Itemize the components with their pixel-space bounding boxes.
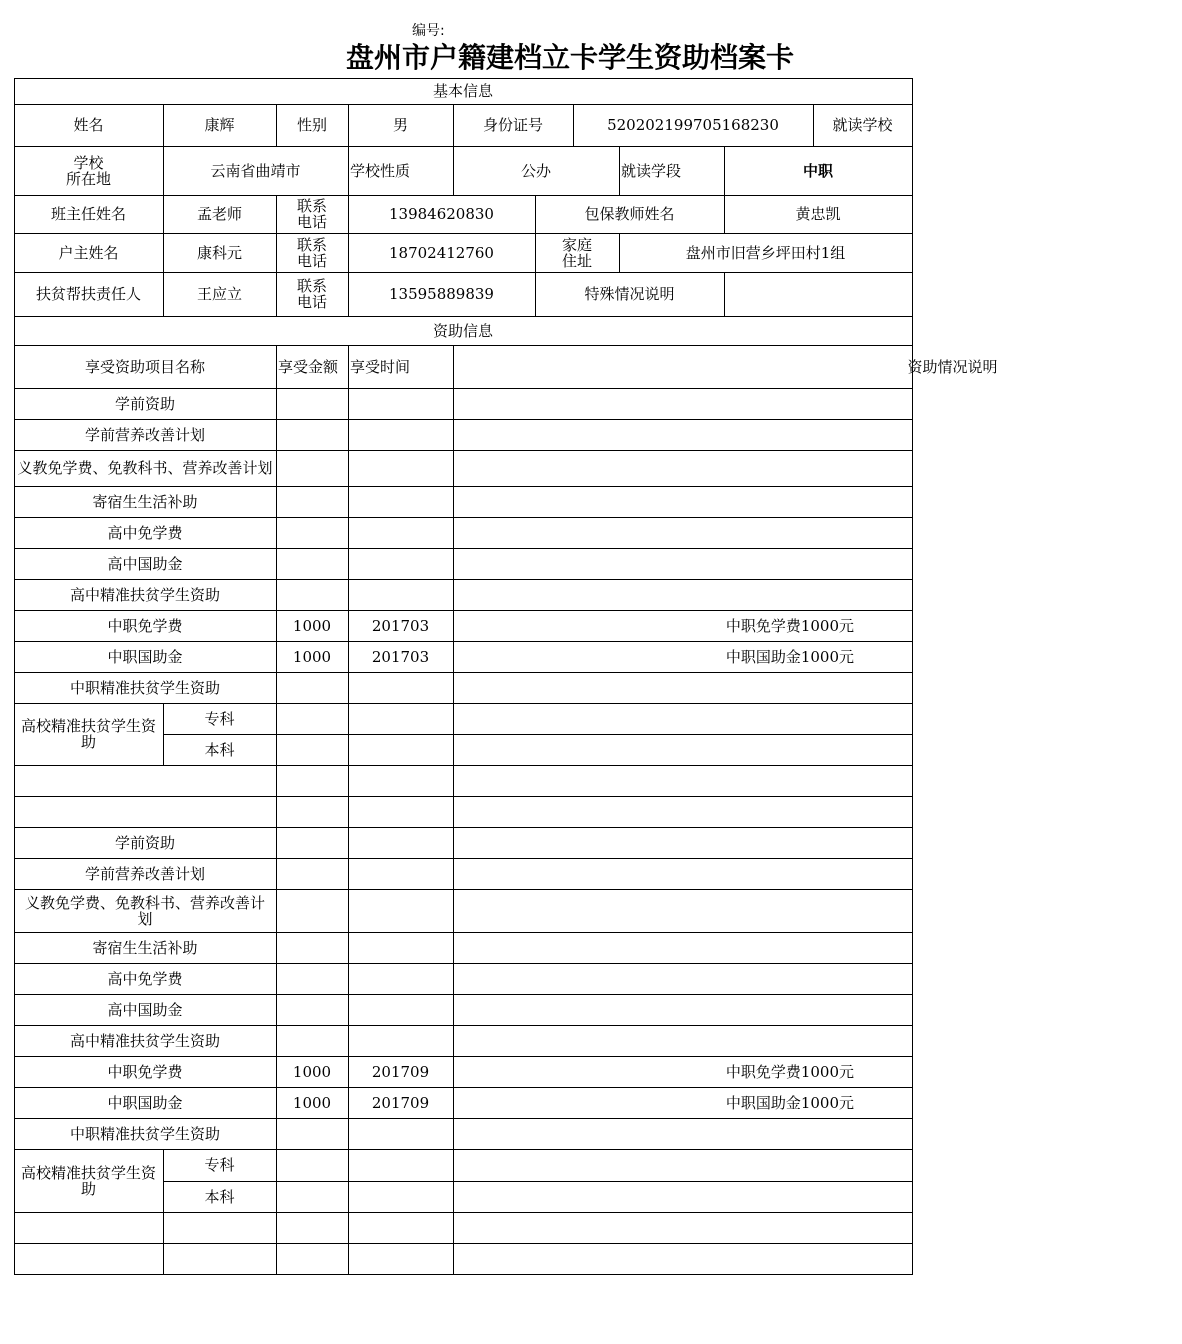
aid-note — [453, 827, 912, 858]
v-rule — [348, 1212, 349, 1243]
aid-project-name: 学前营养改善计划 — [84, 864, 205, 883]
aid-time — [348, 994, 453, 1025]
row-rule — [14, 796, 912, 797]
v-rule — [276, 641, 277, 672]
v-rule — [348, 419, 349, 450]
aid-amount — [276, 419, 348, 450]
v-rule — [724, 146, 725, 195]
aid-time — [348, 486, 453, 517]
householder-value: 康科元 — [196, 243, 242, 262]
v-rule — [348, 1149, 349, 1181]
v-rule — [276, 1025, 277, 1056]
v-rule — [724, 272, 725, 316]
aid-note — [453, 548, 912, 579]
aid-project-name: 高中国助金 — [107, 554, 183, 573]
v-rule — [348, 734, 349, 765]
aid-time — [348, 579, 453, 610]
v-rule — [453, 796, 454, 827]
v-rule — [453, 1025, 454, 1056]
v-rule — [453, 703, 454, 734]
stage-value: 中职 — [802, 161, 833, 180]
v-rule — [619, 233, 620, 272]
v-rule — [163, 195, 164, 233]
v-rule — [453, 388, 454, 419]
v-rule — [276, 994, 277, 1025]
aid-amount — [276, 1181, 348, 1212]
aid-note — [453, 517, 912, 548]
v-rule — [453, 672, 454, 703]
aid-note: 中职国助金1000元 — [725, 1093, 854, 1112]
aid-note — [453, 1149, 912, 1181]
v-rule — [348, 1118, 349, 1149]
v-rule — [453, 486, 454, 517]
teacher-label: 班主任姓名 — [50, 205, 126, 223]
v-rule — [453, 610, 454, 641]
school-location-label: 学校 所在地 — [65, 153, 111, 188]
v-rule — [276, 272, 277, 316]
v-rule — [276, 858, 277, 889]
aid-note — [453, 450, 912, 486]
col-note-header: 资助情况说明 — [907, 357, 998, 376]
v-rule — [453, 419, 454, 450]
aid-college-subtype: 专科 — [204, 1156, 235, 1174]
v-rule — [276, 486, 277, 517]
v-rule — [453, 641, 454, 672]
aid-time: 201703 — [371, 647, 430, 666]
aid-time — [348, 672, 453, 703]
v-rule — [163, 233, 164, 272]
v-rule — [276, 195, 277, 233]
v-rule — [276, 672, 277, 703]
householder-label: 户主姓名 — [58, 243, 119, 262]
v-rule — [724, 195, 725, 233]
aid-time: 201709 — [371, 1093, 430, 1112]
aid-amount — [276, 672, 348, 703]
aid-time — [348, 1181, 453, 1212]
aid-amount — [276, 858, 348, 889]
v-rule — [348, 272, 349, 316]
row-rule — [14, 765, 912, 766]
aid-time — [348, 419, 453, 450]
v-rule — [348, 388, 349, 419]
basic-info-section-title: 基本信息 — [432, 82, 493, 100]
v-rule — [276, 450, 277, 486]
v-rule — [453, 1118, 454, 1149]
v-rule — [453, 1243, 454, 1274]
v-rule — [453, 548, 454, 579]
aid-note — [453, 889, 912, 932]
col-amount-header: 享受金额 — [278, 357, 339, 376]
v-rule — [348, 345, 349, 388]
aid-college-subtype: 专科 — [204, 709, 235, 728]
aid-project-name: 高中精准扶贫学生资助 — [69, 1031, 220, 1050]
v-rule — [453, 450, 454, 486]
aid-amount — [276, 450, 348, 486]
aid-note: 中职免学费1000元 — [725, 616, 854, 635]
v-rule — [348, 146, 349, 195]
aid-amount: 1000 — [292, 1062, 332, 1081]
aid-project-name: 中职精准扶贫学生资助 — [69, 1124, 220, 1143]
v-rule — [813, 104, 814, 146]
v-rule — [619, 146, 620, 195]
aid-time — [348, 703, 453, 734]
aid-time — [348, 388, 453, 419]
aid-note — [453, 486, 912, 517]
v-rule — [453, 517, 454, 548]
aid-college-subtype: 本科 — [204, 1187, 235, 1206]
v-rule — [276, 734, 277, 765]
v-rule — [163, 703, 164, 734]
aid-project-name: 寄宿生生活补助 — [92, 938, 198, 957]
aid-project-name: 高中国助金 — [107, 1000, 183, 1019]
v-rule — [348, 1056, 349, 1087]
college-aid-label: 高校精准扶贫学生资 助 — [20, 717, 156, 751]
aid-project-name: 中职免学费 — [107, 616, 183, 635]
aid-amount — [276, 517, 348, 548]
aid-project-name: 高中免学费 — [107, 969, 183, 988]
poverty-officer-phone-label: 联系 电话 — [296, 277, 327, 311]
gender-label: 性别 — [296, 116, 327, 134]
v-rule — [348, 195, 349, 233]
householder-phone-label: 联系 电话 — [296, 235, 327, 270]
aid-note — [453, 579, 912, 610]
teacher-phone-value: 13984620830 — [389, 205, 494, 223]
aid-time: 201709 — [371, 1062, 430, 1081]
v-rule — [276, 1149, 277, 1181]
aid-project-name: 学前营养改善计划 — [84, 425, 205, 444]
v-rule — [276, 1056, 277, 1087]
aid-time — [348, 450, 453, 486]
aid-note — [453, 1025, 912, 1056]
v-rule — [276, 517, 277, 548]
aid-amount — [276, 994, 348, 1025]
v-rule — [453, 1181, 454, 1212]
householder-phone-value: 18702412760 — [389, 243, 494, 262]
v-rule — [453, 104, 454, 146]
aid-note — [453, 1181, 912, 1212]
v-rule — [348, 450, 349, 486]
poverty-officer-phone-value: 13595889839 — [389, 285, 494, 303]
stage-label: 就读学段 — [621, 161, 682, 180]
v-rule — [276, 233, 277, 272]
v-rule — [348, 765, 349, 796]
aid-note: 中职免学费1000元 — [725, 1062, 854, 1081]
v-rule — [163, 734, 164, 765]
name-value: 康辉 — [204, 116, 235, 134]
v-rule — [453, 345, 454, 388]
aid-section-title: 资助信息 — [432, 321, 493, 340]
aid-project-name: 中职免学费 — [107, 1062, 183, 1081]
aid-project-name: 寄宿生生活补助 — [92, 492, 198, 511]
mentor-value: 黄忠凯 — [795, 205, 841, 223]
aid-note — [453, 703, 912, 734]
aid-time — [348, 1025, 453, 1056]
v-rule — [348, 1087, 349, 1118]
v-rule — [453, 932, 454, 963]
aid-amount — [276, 963, 348, 994]
v-rule — [453, 858, 454, 889]
table-right-border — [912, 78, 913, 1275]
aid-project-name: 高中精准扶贫学生资助 — [69, 585, 220, 604]
v-rule — [276, 1212, 277, 1243]
aid-amount: 1000 — [292, 1093, 332, 1112]
aid-amount — [276, 827, 348, 858]
aid-note — [453, 932, 912, 963]
v-rule — [453, 1056, 454, 1087]
aid-amount — [276, 579, 348, 610]
v-rule — [276, 548, 277, 579]
v-rule — [348, 641, 349, 672]
v-rule — [535, 272, 536, 316]
school-type-value: 公办 — [520, 161, 551, 180]
aid-time — [348, 734, 453, 765]
aid-note — [453, 734, 912, 765]
v-rule — [348, 672, 349, 703]
v-rule — [276, 889, 277, 932]
v-rule — [348, 796, 349, 827]
v-rule — [348, 517, 349, 548]
v-rule — [163, 272, 164, 316]
aid-note — [453, 419, 912, 450]
id-number-value: 520202199705168230 — [607, 116, 779, 134]
teacher-phone-label: 联系 电话 — [296, 197, 327, 231]
v-rule — [348, 703, 349, 734]
v-rule — [276, 932, 277, 963]
v-rule — [163, 104, 164, 146]
v-rule — [348, 827, 349, 858]
v-rule — [348, 610, 349, 641]
row-rule — [14, 1274, 912, 1275]
v-rule — [276, 796, 277, 827]
col-project-header: 享受资助项目名称 — [84, 357, 205, 376]
aid-amount: 1000 — [292, 647, 332, 666]
v-rule — [276, 703, 277, 734]
v-rule — [348, 932, 349, 963]
v-rule — [276, 579, 277, 610]
v-rule — [348, 1025, 349, 1056]
aid-amount — [276, 703, 348, 734]
v-rule — [348, 1181, 349, 1212]
aid-amount — [276, 889, 348, 932]
college-aid-label: 高校精准扶贫学生资 助 — [20, 1163, 156, 1198]
row-rule — [14, 1243, 912, 1244]
v-rule — [276, 1181, 277, 1212]
aid-amount — [276, 932, 348, 963]
v-rule — [276, 963, 277, 994]
address-value: 盘州市旧营乡坪田村1组 — [685, 243, 846, 262]
name-label: 姓名 — [73, 116, 104, 134]
v-rule — [453, 146, 454, 195]
v-rule — [348, 963, 349, 994]
v-rule — [348, 1243, 349, 1274]
v-rule — [348, 548, 349, 579]
address-label: 家庭 住址 — [561, 235, 592, 270]
v-rule — [453, 994, 454, 1025]
page-title: 盘州市户籍建档立卡学生资助档案卡 — [345, 41, 794, 74]
v-rule — [163, 1181, 164, 1212]
v-rule — [348, 104, 349, 146]
v-rule — [348, 486, 349, 517]
v-rule — [163, 1212, 164, 1243]
aid-project-name: 学前资助 — [114, 394, 175, 413]
aid-project-name: 义教免学费、免教科书、营养改善计 划 — [24, 893, 265, 928]
aid-time — [348, 858, 453, 889]
v-rule — [276, 104, 277, 146]
aid-note — [453, 963, 912, 994]
v-rule — [535, 233, 536, 272]
v-rule — [163, 1149, 164, 1181]
v-rule — [348, 858, 349, 889]
aid-project-name: 义教免学费、免教科书、营养改善计划 — [17, 459, 273, 477]
v-rule — [276, 388, 277, 419]
v-rule — [453, 765, 454, 796]
v-rule — [276, 610, 277, 641]
col-time-header: 享受时间 — [350, 357, 411, 376]
v-rule — [348, 233, 349, 272]
v-rule — [453, 579, 454, 610]
v-rule — [453, 963, 454, 994]
v-rule — [453, 889, 454, 932]
v-rule — [163, 146, 164, 195]
table-left-border — [14, 78, 15, 1275]
aid-project-name: 中职国助金 — [107, 647, 183, 666]
v-rule — [348, 889, 349, 932]
aid-time — [348, 889, 453, 932]
aid-amount — [276, 1149, 348, 1181]
aid-time — [348, 963, 453, 994]
aid-project-name: 学前资助 — [114, 833, 175, 852]
special-label: 特殊情况说明 — [584, 285, 675, 303]
aid-note — [453, 858, 912, 889]
aid-time: 201703 — [371, 616, 430, 635]
aid-amount — [276, 734, 348, 765]
v-rule — [453, 1212, 454, 1243]
gender-value: 男 — [392, 116, 408, 134]
row-rule — [14, 1212, 912, 1213]
v-rule — [573, 104, 574, 146]
aid-note — [453, 388, 912, 419]
v-rule — [535, 195, 536, 233]
v-rule — [453, 1149, 454, 1181]
aid-note — [453, 1118, 912, 1149]
aid-note: 中职国助金1000元 — [725, 647, 854, 666]
aid-project-name: 中职国助金 — [107, 1093, 183, 1112]
aid-project-name: 高中免学费 — [107, 523, 183, 542]
school-location-value: 云南省曲靖市 — [210, 161, 301, 180]
aid-amount — [276, 486, 348, 517]
school-type-label: 学校性质 — [350, 161, 411, 180]
aid-note — [453, 672, 912, 703]
v-rule — [276, 1087, 277, 1118]
serial-number-label: 编号: — [412, 23, 445, 39]
mentor-label: 包保教师姓名 — [584, 205, 675, 223]
v-rule — [276, 419, 277, 450]
v-rule — [163, 1243, 164, 1274]
v-rule — [276, 345, 277, 388]
v-rule — [453, 1087, 454, 1118]
v-rule — [276, 1243, 277, 1274]
aid-amount — [276, 1025, 348, 1056]
aid-college-subtype: 本科 — [204, 740, 235, 759]
aid-time — [348, 1149, 453, 1181]
v-rule — [453, 734, 454, 765]
v-rule — [348, 994, 349, 1025]
aid-project-name: 中职精准扶贫学生资助 — [69, 678, 220, 697]
aid-time — [348, 1118, 453, 1149]
aid-note — [453, 994, 912, 1025]
school-label: 就读学校 — [832, 116, 893, 134]
aid-time — [348, 827, 453, 858]
special-value — [724, 272, 912, 316]
v-rule — [276, 765, 277, 796]
aid-time — [348, 548, 453, 579]
aid-amount — [276, 388, 348, 419]
v-rule — [348, 579, 349, 610]
poverty-officer-label: 扶贫帮扶责任人 — [35, 285, 141, 303]
v-rule — [276, 1118, 277, 1149]
aid-amount — [276, 1118, 348, 1149]
aid-time — [348, 932, 453, 963]
id-label: 身份证号 — [482, 116, 543, 134]
v-rule — [276, 827, 277, 858]
v-rule — [453, 827, 454, 858]
aid-amount — [276, 548, 348, 579]
poverty-officer-value: 王应立 — [196, 285, 242, 303]
aid-amount: 1000 — [292, 616, 332, 635]
aid-time — [348, 517, 453, 548]
teacher-value: 孟老师 — [196, 205, 242, 223]
